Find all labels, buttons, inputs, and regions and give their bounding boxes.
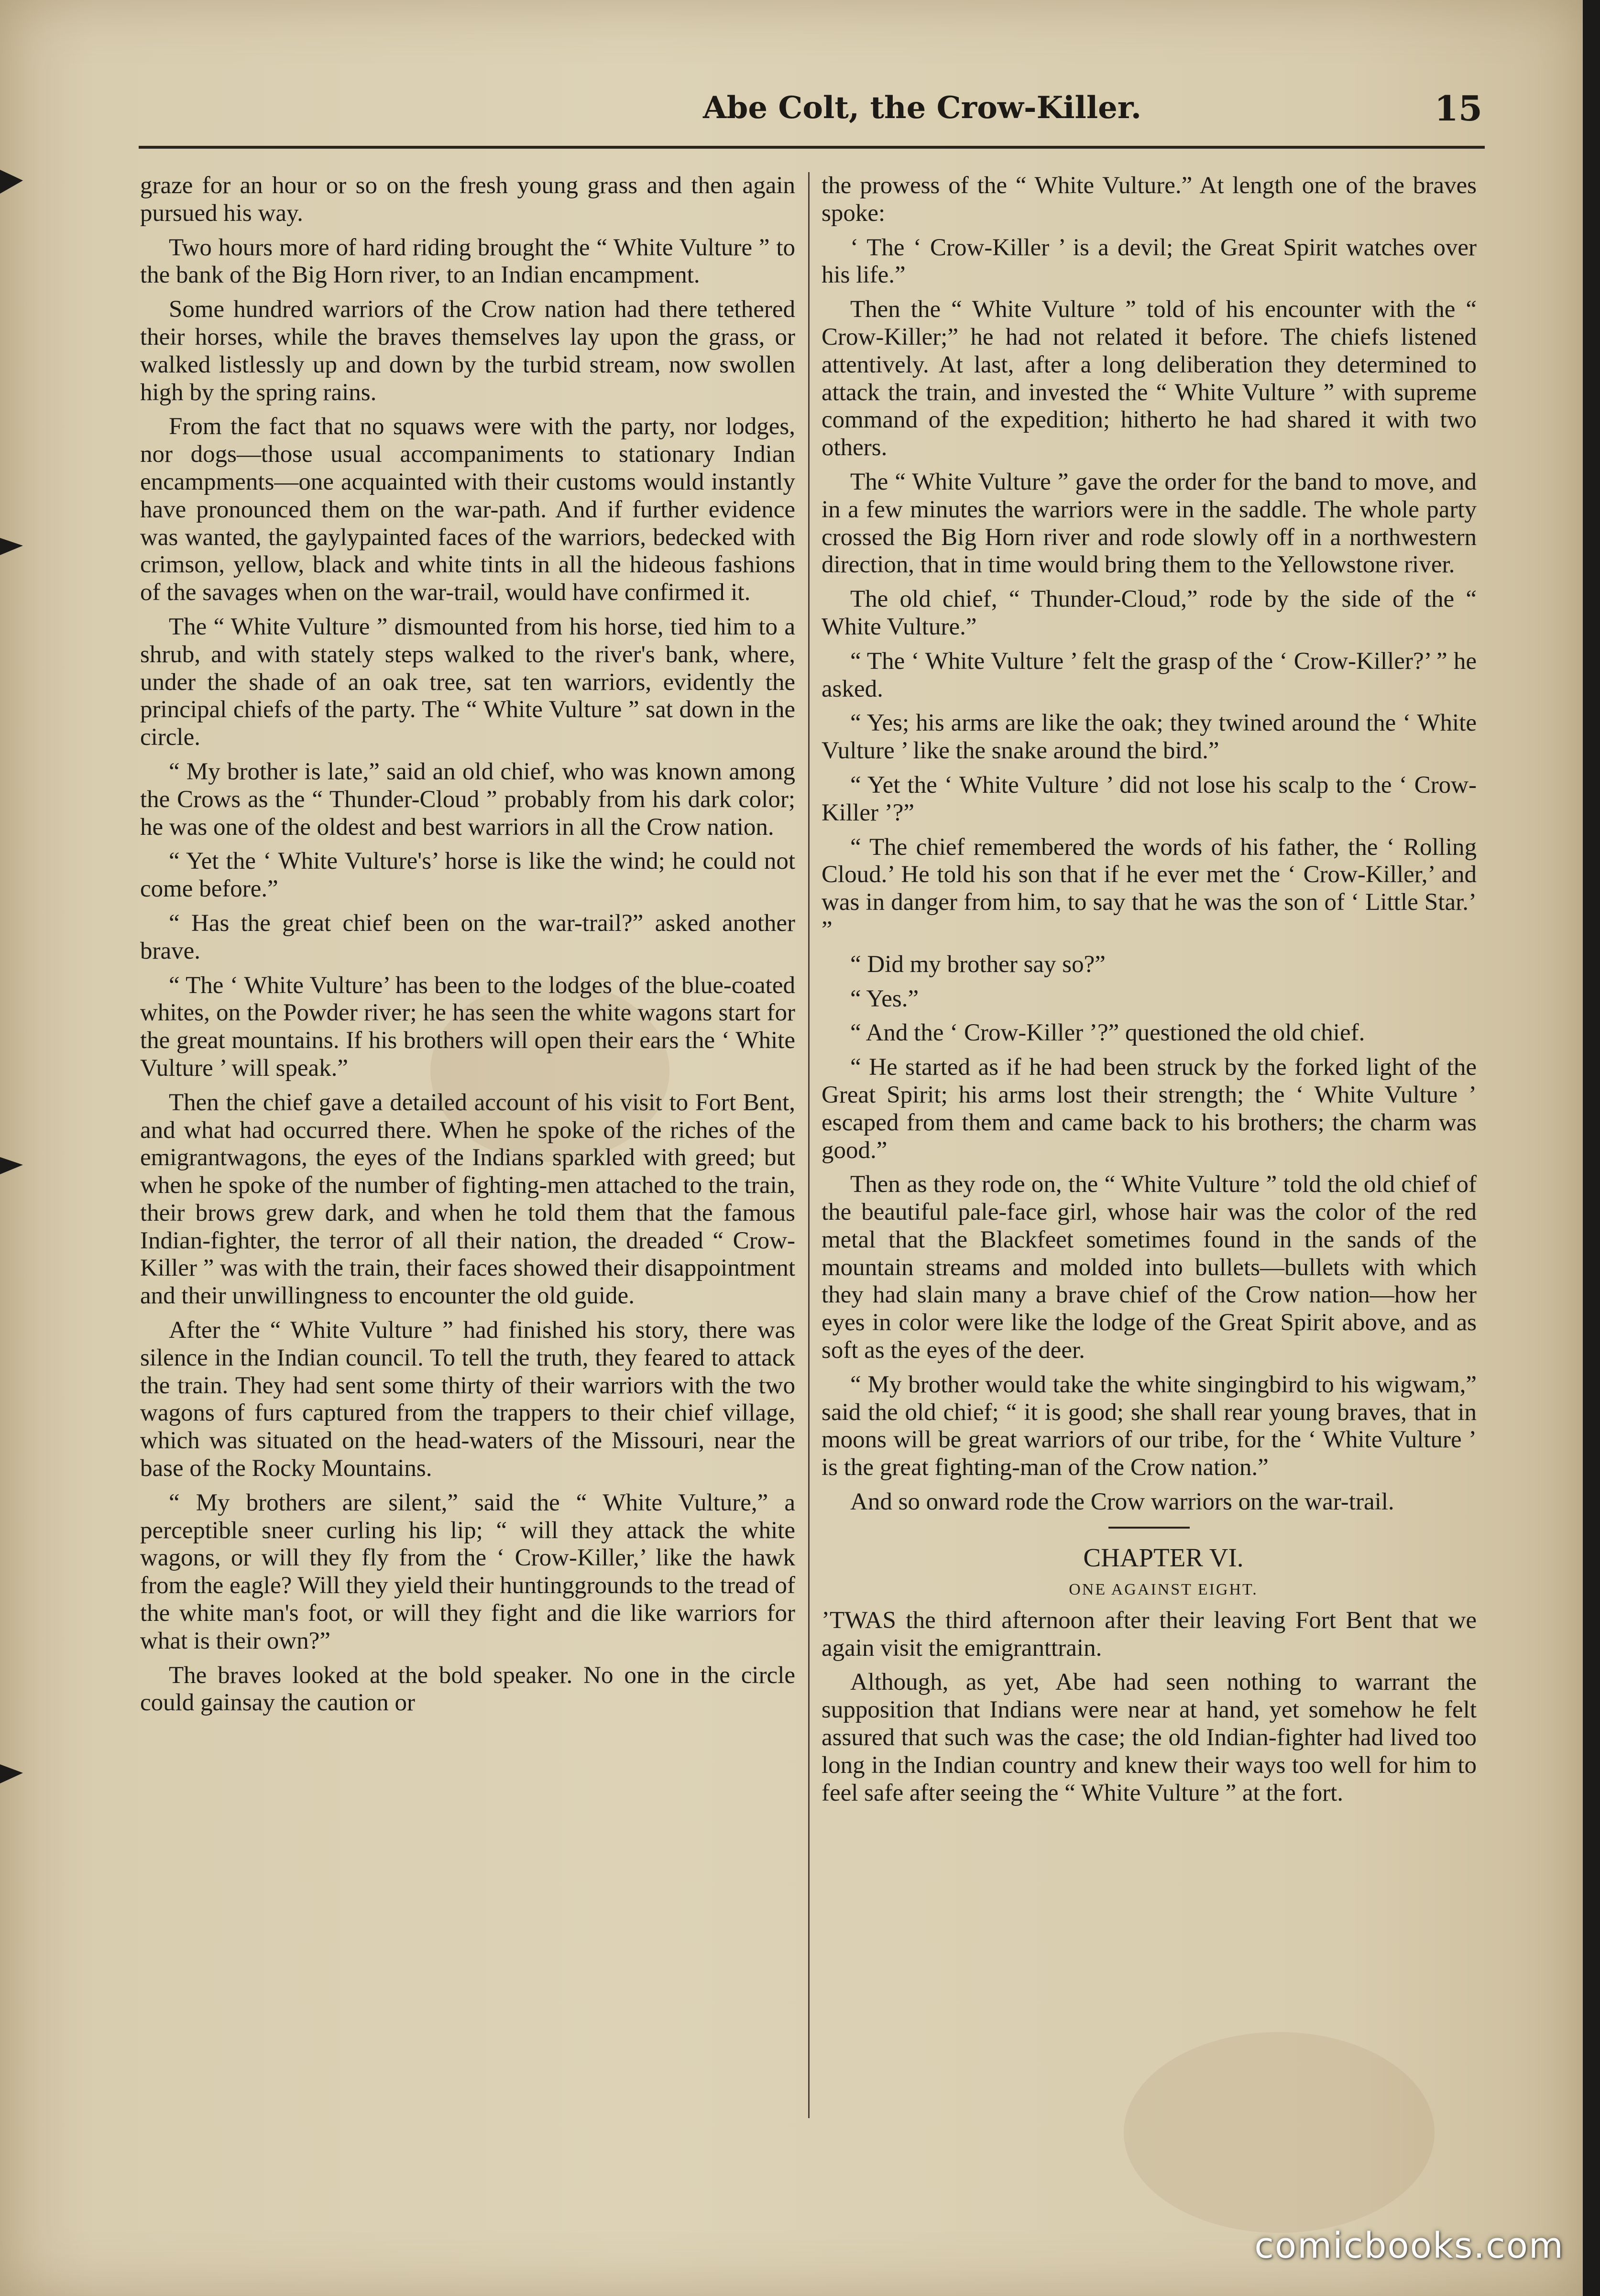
left-column xyxy=(140,172,795,1724)
section-rule xyxy=(1108,1527,1190,1529)
binding-notch xyxy=(0,1157,23,1174)
paragraph: “ My brother would take the white singingbird to his wigwam,” said the old chief; “ it is good; she shall rear young braves, that in moons will be great warriors of our tribe, for the ‘ White Vulture ’ is the great fighting-man of the Crow nation.” xyxy=(822,1371,1477,1481)
paragraph: “ Yes; his arms are like the oak; they twined around the ‘ White Vulture ’ like the snake around the bird.” xyxy=(822,710,1477,765)
column-divider xyxy=(808,172,810,2118)
paragraph: “ Did my brother say so?” xyxy=(850,951,1106,978)
binding-notch xyxy=(0,538,23,555)
paragraph: “ And the ‘ Crow-Killer ’?” questioned the old chief. xyxy=(850,1019,1365,1047)
paragraph: From the fact that no squaws were with the party, nor lodges, nor dogs—those usual accompaniments to stationary Indian encampments—one acquainted with their customs would instantly have pronounced them on the war-path. And if further evidence was wanted, the gaylypainted faces of the warriors, bedecked with crimson, yellow, black and white tints in all the hideous fashions of the savages when on the war-trail, would have confirmed it. xyxy=(140,413,795,606)
paragraph: Then the chief gave a detailed account of his visit to Fort Bent, and what had occurred there. When he spoke of the riches of the emigrantwagons, the eyes of the Indians sparkled with greed; but when he spoke of the number of fighting-men attached to the train, their brows grew dark, and when he told them that the famous Indian-fighter, the terror of all their nation, the dreaded “ Crow-Killer ” was with the train, their faces showed their disappointment and their unwillingness to encounter the old guide. xyxy=(140,1089,795,1310)
binding-notch xyxy=(0,170,23,194)
header-rule xyxy=(139,146,1485,149)
paragraph: Two hours more of hard riding brought the “ White Vulture ” to the bank of the Big Horn river, to an Indian encampment. xyxy=(140,234,795,289)
paragraph: “ Has the great chief been on the war-trail?” asked another brave. xyxy=(140,909,795,964)
paragraph: The “ White Vulture ” gave the order for the band to move, and in a few minutes the warriors were in the saddle. The whole party crossed the Big Horn river and rode slowly off in a northwestern direction, that in time would bring them to the Yellowstone river. xyxy=(822,468,1477,579)
paragraph: “ He started as if he had been struck by the forked light of the Great Spirit; his arms lost their strength; the ‘ White Vulture ’ escaped from them and came back to his brothers; the charm was good.” xyxy=(822,1054,1477,1164)
paragraph: ‘ The ‘ Crow-Killer ’ is a devil; the Great Spirit watches over his life.” xyxy=(822,234,1477,289)
paragraph: “ The ‘ White Vulture’ has been to the lodges of the blue-coated whites, on the Powder river; he has seen the white wagons start for the great mountains. If his brothers will open their ears the ‘ White Vulture ’ will speak.” xyxy=(140,972,795,1082)
binding-notch xyxy=(0,1764,23,1783)
paragraph: The “ White Vulture ” dismounted from his horse, tied him to a shrub, and with stately steps walked to the river's bank, where, under the shade of an oak tree, sat ten warriors, evidently the principal chiefs of the party. The “ White Vulture ” sat down in the circle. xyxy=(140,613,795,751)
paragraph: The braves looked at the bold speaker. No one in the circle could gainsay the caution or xyxy=(140,1662,795,1717)
paragraph: graze for an hour or so on the fresh young grass and then again pursued his way. xyxy=(140,172,795,227)
paragraph: Then as they rode on, the “ White Vulture ” told the old chief of the beautiful pale-face girl, whose hair was the color of the red metal that the Blackfeet sometimes found in the sands of the mountain streams and molded into bullets—bullets with which they had slain many a brave chief of the Crow nation—how her eyes in color were like the lodge of the Great Spirit above, and as soft as the eyes of the deer. xyxy=(822,1171,1477,1364)
paragraph: ’TWAS the third afternoon after their leaving Fort Bent that we again visit the emigranttrain. xyxy=(822,1607,1477,1662)
paragraph: “ The chief remembered the words of his father, the ‘ Rolling Cloud.’ He told his son that if he ever met the ‘ Crow-Killer,’ and was in danger from him, to say that he was the son of ‘ Little Star.’ ” xyxy=(822,833,1477,943)
paragraph: After the “ White Vulture ” had finished his story, there was silence in the Indian council. To tell the truth, they feared to attack the train. They had sent some thirty of their warriors with the two wagons of furs captured from the trappers to their chief village, which was situated on the head-waters of the Missouri, near the base of the Rocky Mountains. xyxy=(140,1317,795,1482)
page-header xyxy=(139,85,1482,138)
chapter-title: CHAPTER VI. xyxy=(1083,1542,1244,1572)
paragraph: “ My brothers are silent,” said the “ White Vulture,” a perceptible sneer curling his lip; “ will they attack the white wagons, or will they fly from the ‘ Crow-Killer,’ like the hawk from the eagle? Will they yield their huntinggrounds to the tread of the white man's foot, or will they fight and die like warriors for what is their own?” xyxy=(140,1489,795,1654)
paragraph: Some hundred warriors of the Crow nation had there tethered their horses, while the braves themselves lay upon the grass, or walked listlessly up and down by the turbid stream, now swollen high by the spring rains. xyxy=(140,296,795,406)
paragraph: “ Yet the ‘ White Vulture's’ horse is like the wind; he could not come before.” xyxy=(140,848,795,903)
paragraph: Although, as yet, Abe had seen nothing to warrant the supposition that Indians were near at hand, yet somehow he felt assured that such was the case; the old Indian-fighter had lived too long in the Indian country and knew their ways too well for him to feel safe after seeing the “ White Vulture ” at the fort. xyxy=(822,1669,1477,1806)
paragraph: the prowess of the “ White Vulture.” At length one of the braves spoke: xyxy=(822,172,1477,227)
paragraph: “ My brother is late,” said an old chief, who was known among the Crows as the “ Thunder-Cloud ” probably from his dark color; he was one of the oldest and best warriors in all the Crow nation. xyxy=(140,758,795,841)
paper-stain xyxy=(1124,2032,1435,2233)
paragraph: “ The ‘ White Vulture ’ felt the grasp of the ‘ Crow-Killer?’ ” he asked. xyxy=(822,647,1477,702)
paragraph: The old chief, “ Thunder-Cloud,” rode by the side of the “ White Vulture.” xyxy=(822,586,1477,640)
paragraph: “ Yes.” xyxy=(850,985,919,1012)
paragraph: And so onward rode the Crow warriors on the war-trail. xyxy=(850,1488,1394,1516)
paragraph: “ Yet the ‘ White Vulture ’ did not lose his scalp to the ‘ Crow-Killer ’?” xyxy=(822,771,1477,826)
page-number: 15 xyxy=(1434,88,1482,129)
paragraph: Then the “ White Vulture ” told of his encounter with the “ Crow-Killer;” he had not related it before. The chiefs listened attentively. At last, after a long deliberation they determined to attack the train, and invested the “ White Vulture ” with supreme command of the expedition; hitherto he had shared it with two others. xyxy=(822,296,1477,461)
chapter-subtitle: ONE AGAINST EIGHT. xyxy=(1069,1580,1258,1598)
right-column xyxy=(822,172,1477,1814)
site-watermark: comicbooks.com xyxy=(1254,2225,1564,2266)
running-title: Abe Colt, the Crow-Killer. xyxy=(703,90,1141,126)
